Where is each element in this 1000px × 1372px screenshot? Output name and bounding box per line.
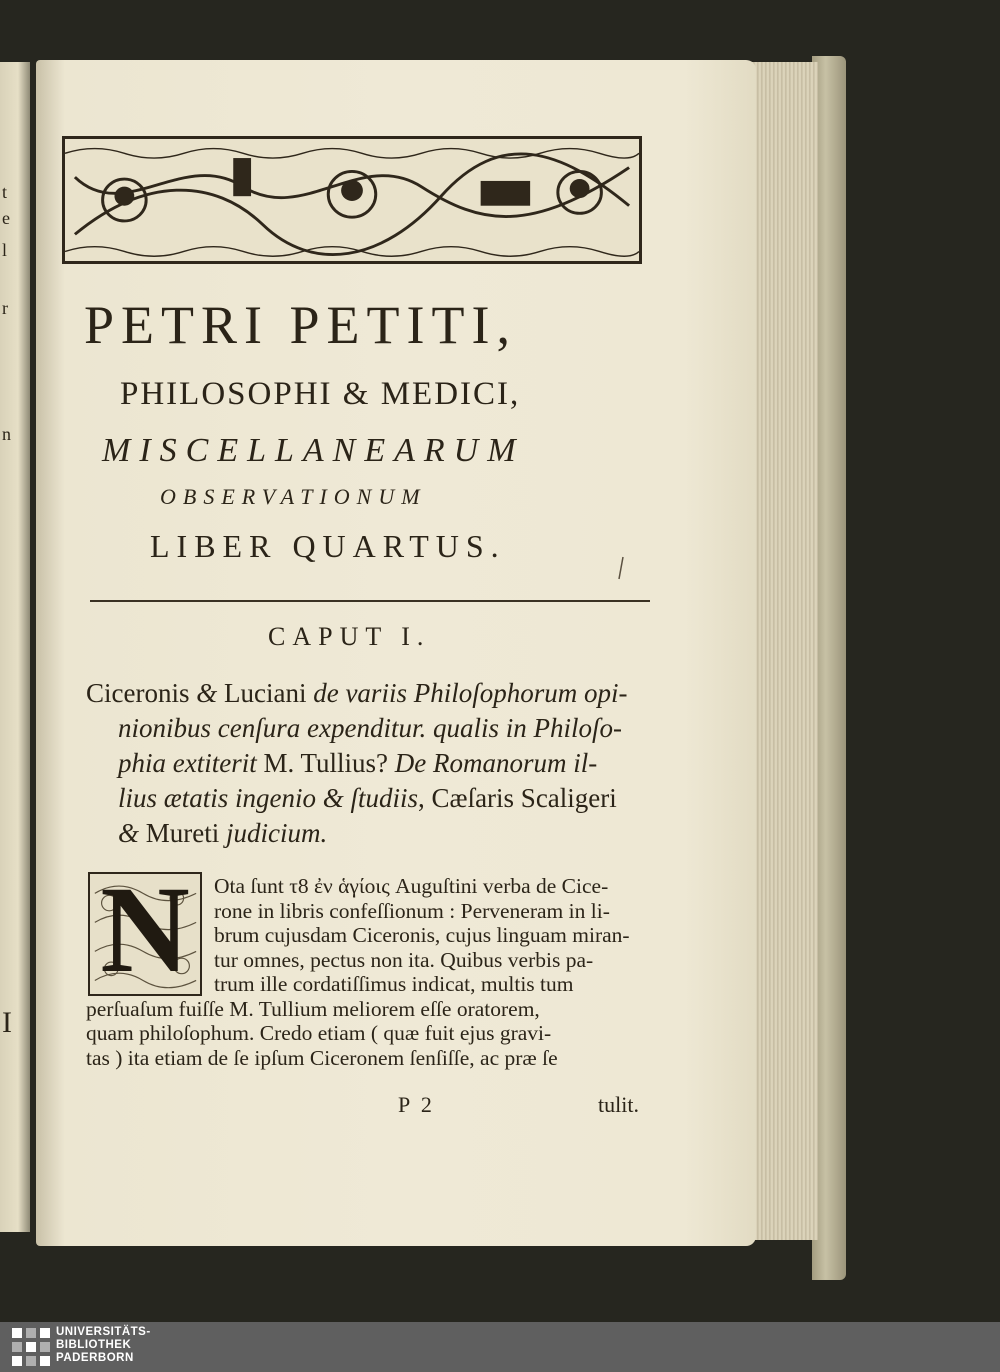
summary-line <box>86 746 666 781</box>
catchword: tulit. <box>598 1092 639 1117</box>
summary-text: Ciceronis <box>86 678 197 708</box>
chapter-heading: CAPUT I. <box>268 622 431 651</box>
body-line: trum ille cordatiſſimus indicat, multis tum <box>214 972 574 996</box>
library-logo-icon <box>12 1328 50 1366</box>
body-line: brum cujusdam Ciceronis, cujus linguam miran- <box>214 923 630 947</box>
summary-text: Luciani <box>217 678 314 708</box>
work-title-line-2: OBSERVATIONUM <box>160 484 427 509</box>
body-line: tas ) ita etiam de ſe ipſum Ciceronem ſenſiſſe, ac præ ſe <box>86 1045 558 1070</box>
summary-text: & <box>196 678 218 708</box>
summary-text: M. Tullius? <box>263 748 389 778</box>
headpiece-ornament-icon <box>65 139 639 261</box>
horizontal-rule <box>90 600 650 602</box>
summary-text: lius ætatis ingenio & ſtudiis <box>118 783 419 813</box>
initial-letter: N <box>100 872 190 996</box>
body-line: rone in libris confeſſionum : Perveneram in li- <box>214 898 610 923</box>
pencil-mark-icon <box>617 556 625 580</box>
summary-text: De Romanorum il- <box>388 748 598 778</box>
summary-line <box>86 816 666 851</box>
library-name-line: BIBLIOTHEK <box>56 1339 132 1351</box>
left-page-fragment: t <box>2 182 8 202</box>
left-page-fragment: n <box>2 424 11 444</box>
ornamental-headpiece <box>62 136 642 264</box>
library-name-line: UNIVERSITÄTS- <box>56 1326 151 1338</box>
summary-text: nionibus cenſura expenditur. qualis in Philoſo- <box>118 713 622 743</box>
body-line: quam philoſophum. Credo etiam ( quæ fuit ejus gravi- <box>86 1021 552 1045</box>
summary-text: de variis Philoſophorum opi- <box>313 678 628 708</box>
summary-text: phia extiterit <box>118 748 264 778</box>
book-number: LIBER QUARTUS. <box>150 528 506 564</box>
author-subtitle: PHILOSOPHI & MEDICI, <box>120 376 521 412</box>
summary-line <box>86 711 666 746</box>
left-page-fragment: r <box>2 298 8 318</box>
left-page-fragment: I <box>2 1006 12 1039</box>
body-line: Ota ſunt τ8 ἐν ἁγίοις Auguſtini verba de Cice- <box>214 874 609 898</box>
library-name-line: PADERBORN <box>56 1352 134 1364</box>
left-page-fragment: l <box>2 240 8 260</box>
summary-text: & <box>118 818 140 848</box>
signature-mark: P 2 <box>398 1092 435 1117</box>
chapter-summary <box>86 676 666 851</box>
body-line: perſuaſum fuiſſe M. Tullium meliorem eſſe oratorem, <box>86 996 540 1021</box>
work-title-line-1: MISCELLANEARUM <box>102 432 525 469</box>
summary-text: judicium. <box>226 818 328 848</box>
summary-line <box>86 781 666 816</box>
left-page-fragment: e <box>2 208 10 228</box>
summary-text: Mureti <box>139 818 227 848</box>
library-name <box>56 1326 151 1365</box>
summary-line <box>86 676 666 711</box>
book-title: PETRI PETITI, <box>84 295 517 355</box>
body-line: tur omnes, pectus non ita. Quibus verbis pa- <box>214 947 594 972</box>
left-page-edge <box>0 62 30 1232</box>
summary-text: , Cæſaris Scaligeri <box>418 783 617 813</box>
body-text <box>86 874 662 1070</box>
page-fore-edge <box>750 62 818 1240</box>
